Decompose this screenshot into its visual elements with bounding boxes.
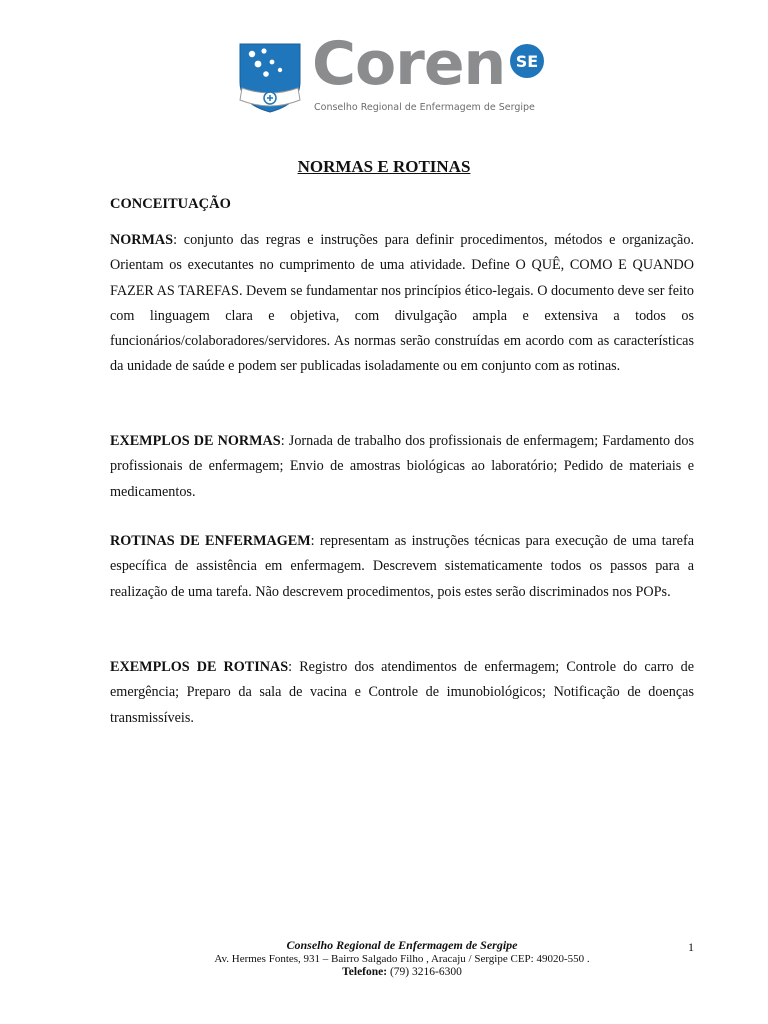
paragraph-normas (110, 228, 694, 380)
page-number: 1 (688, 940, 694, 954)
paragraph-rotinas (110, 529, 694, 605)
paragraph-text: : conjunto das regras e instruções para definir procedimentos, métodos e organização. Orientam os executantes no cumprimento de uma atividade. Define O QUÊ, COMO E QUANDO FAZER AS TAREFAS. Devem se fundamentar nos princípios ético-legais. O documento deve ser feito com linguagem clara e objetiva, com divulgação ampla e extensiva a todos os funcionários/colaboradores/servidores. As normas serão construídas em acordo com as características da unidade de saúde e podem ser publicadas isoladamente ou em conjunto com as rotinas. (110, 232, 694, 375)
logo-subtitle: Conselho Regional de Enfermagem de Sergipe (314, 102, 535, 113)
document-title: NORMAS E ROTINAS (297, 157, 471, 176)
coren-shield-icon (238, 42, 302, 114)
paragraph-exemplos-rotinas (110, 655, 694, 731)
page-footer (0, 939, 768, 980)
paragraph-term: EXEMPLOS DE ROTINAS (110, 659, 289, 675)
paragraph-term: EXEMPLOS DE NORMAS (110, 433, 281, 449)
coren-logo (238, 29, 548, 118)
paragraph-text: : Jornada de trabalho dos profissionais de enfermagem; Fardamento dos profissionais de enfermagem; Envio de amostras biológicas ao laboratório; Pedido de materiais e medicamentos. (110, 433, 694, 500)
footer-phone (0, 966, 768, 980)
paragraph-term: NORMAS (110, 232, 174, 248)
footer-org: Conselho Regional de Enfermagem de Sergipe (286, 938, 518, 952)
footer-address: Av. Hermes Fontes, 931 – Bairro Salgado Filho , Aracaju / Sergipe CEP: 49020-550 . (214, 952, 590, 965)
paragraph-exemplos-normas (110, 429, 694, 505)
logo-state-badge: SE (510, 44, 544, 78)
paragraph-text: : representam as instruções técnicas para execução de uma tarefa específica de assistência em enfermagem. Descrevem sistematicamente todos os passos para a realização de uma tarefa. Não descrevem procedimentos, pois estes serão discriminados nos POPs. (110, 533, 694, 600)
paragraph-text: : Registro dos atendimentos de enfermagem; Controle do carro de emergência; Preparo da sala de vacina e Controle de imunobiológicos; Notificação de doenças transmissíveis. (110, 659, 694, 726)
footer-phone-number: (79) 3216-6300 (387, 966, 462, 978)
paragraph-term: ROTINAS DE ENFERMAGEM (110, 533, 311, 549)
section-heading: CONCEITUAÇÃO (110, 196, 231, 212)
logo-wordmark: Coren (312, 29, 506, 99)
footer-phone-label: Telefone: (342, 966, 388, 978)
